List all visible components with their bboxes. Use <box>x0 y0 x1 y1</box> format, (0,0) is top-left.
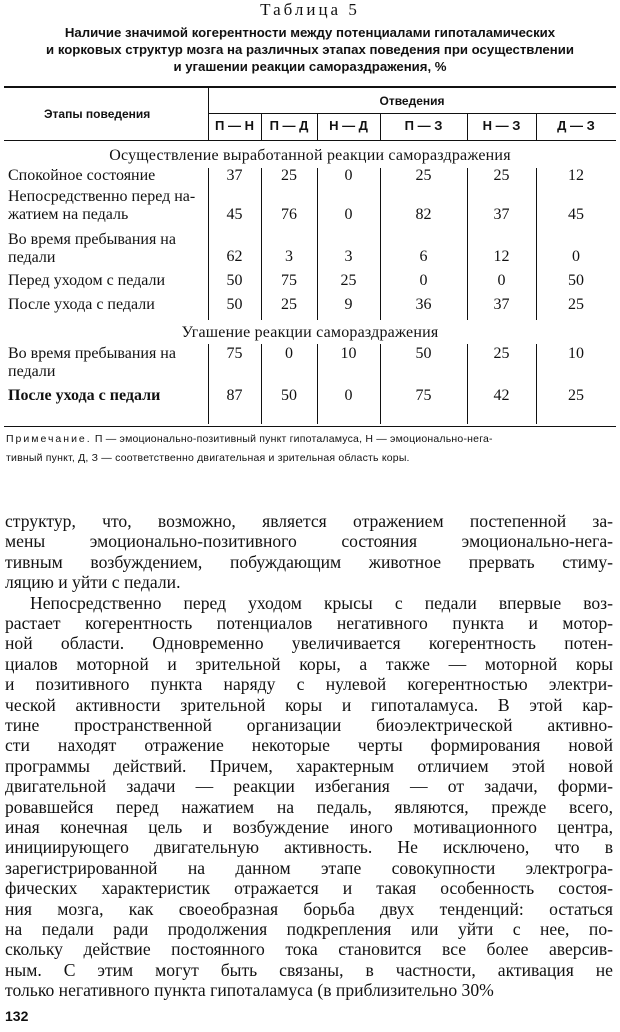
text-line: иная конечная цель и возбуждение иного мотивационного центра, <box>5 817 613 837</box>
table-cell: 0 <box>285 345 293 362</box>
text-line: фических характеристик отражается и такая особенность состоя- <box>5 878 613 899</box>
row-label: Спокойное состояние <box>8 167 156 184</box>
text-line: на педали ради продолжения подкрепления или уйти с нее, по- <box>5 919 613 939</box>
table-cell: 12 <box>568 167 584 184</box>
row-label: Перед уходом с педали <box>8 272 166 289</box>
group-header: Отведения <box>379 94 445 108</box>
row-label: Во время пребывания на <box>8 345 176 362</box>
table-cell: 36 <box>415 296 432 313</box>
table-cell: 25 <box>568 387 584 404</box>
text-line: двигательной задачи — реакции избегания — от задачи, форми- <box>5 776 613 797</box>
table-cell: 42 <box>493 387 510 404</box>
text-line: скольку действие постоянного тока становится все более аверсив- <box>5 939 613 960</box>
table-cell: 25 <box>281 167 297 184</box>
table-cell: 0 <box>497 272 506 289</box>
row-label: педали <box>8 363 56 380</box>
table-cell: 6 <box>419 248 428 265</box>
text-line: ным. С этим могут быть связаны, в частности, активация не <box>5 959 613 980</box>
table-cell: 3 <box>285 248 293 265</box>
table-cell: 25 <box>281 296 297 313</box>
text-line: мены эмоционально-позитивного состояния эмоционально-нега- <box>5 531 613 552</box>
table-cell: 25 <box>568 296 584 313</box>
table-top-rule <box>4 86 616 88</box>
table-cell: 37 <box>226 167 243 184</box>
text-line: ляцию и уйти с педали. <box>5 572 181 593</box>
table-cell: 82 <box>415 206 432 223</box>
row-label: После ухода с педали <box>8 296 155 313</box>
table-cell: 50 <box>415 345 432 362</box>
column-header: Н — Д <box>329 118 368 133</box>
table-note-line: тивный пункт, Д, З — соответственно двигательная и зрительная область коры. <box>6 452 410 464</box>
row-label: Непосредственно перед на- <box>8 188 196 205</box>
table-cell: 50 <box>281 387 297 404</box>
text-line: сти находят отражение некоторые черты формирования новой <box>5 735 613 756</box>
text-line: ческой активности зрительной коры и гипоталамуса. В этой кар- <box>5 694 613 715</box>
table-cell: 10 <box>568 345 584 362</box>
table-cell: 0 <box>344 167 353 184</box>
table-cell: 0 <box>572 248 580 265</box>
table-cell: 50 <box>226 272 243 289</box>
table-bottom-rule <box>4 426 616 427</box>
table-cell: 12 <box>493 248 510 265</box>
table-cell: 10 <box>340 345 357 362</box>
text-line: тивным возбуждением, побуждающим животное прервать стиму- <box>5 551 613 572</box>
text-line: ной области. Одновременно увеличивается когерентность потен- <box>5 633 613 654</box>
table-cell: 45 <box>568 206 584 223</box>
text-line: зарегистрированной на данном этапе совокупности электрогра- <box>5 857 613 878</box>
table-cell: 62 <box>226 248 243 265</box>
text-line: циалов моторной и зрительной коры, а также — моторной коры <box>5 653 613 674</box>
table-cell: 25 <box>340 272 357 289</box>
text-line: ния мозга, как своеобразная борьба двух тенденций: остаться <box>5 898 613 919</box>
column-header: П — З <box>404 118 443 133</box>
table-cell: 25 <box>415 167 432 184</box>
text-line: только негативного пункта гипоталамуса (в приблизительно 30% <box>5 980 494 1001</box>
table-cell: 75 <box>281 272 297 289</box>
column-header: Д — З <box>557 118 595 133</box>
text-line: и позитивного пункта наряду с нулевой когерентностью электри- <box>5 674 613 695</box>
text-line: ровавшейся перед нажатием на педаль, являются, прежде всего, <box>5 796 613 817</box>
text-line: инициирующего двигательную активность. Не исключено, что в <box>5 837 613 858</box>
section-title: Осуществление выработанной реакции самораздражения <box>109 147 511 164</box>
row-label: педали <box>8 249 56 266</box>
table-title-line: Наличие значимой когерентности между потенциалами гипоталамических <box>64 25 556 40</box>
table-title-line: и корковых структур мозга на различных этапах поведения при осуществлении <box>46 42 574 57</box>
table-cell: 37 <box>493 206 510 223</box>
text-line: растает когерентность потенциалов негативного пункта и мотор- <box>5 613 613 633</box>
table-cell: 0 <box>419 272 428 289</box>
row-label: Во время пребывания на <box>8 231 176 248</box>
table-cell: 50 <box>226 296 243 313</box>
row-label: жатием на педаль <box>8 206 129 223</box>
table-cell: 9 <box>344 296 353 313</box>
header-bottom-rule <box>4 140 616 141</box>
table-cell: 50 <box>568 272 584 289</box>
table-cell: 75 <box>226 345 243 362</box>
note-text: П — эмоционально-позитивный пункт гипоталамуса, Н — эмоционально-нега- <box>94 433 493 445</box>
text-line: тине пространственной организации биоэлектрической активно- <box>5 715 613 735</box>
table-cell: 87 <box>226 387 243 404</box>
table-cell: 0 <box>344 387 353 404</box>
text-line: Непосредственно перед уходом крысы с педали впервые воз- <box>30 592 613 613</box>
table-cell: 25 <box>493 167 510 184</box>
text-line: программы действий. Причем, характерным отличием этой новой <box>5 755 613 776</box>
table-note <box>6 430 616 448</box>
stub-header: Этапы поведения <box>44 107 151 121</box>
table-title-line: и угашении реакции самораздражения, % <box>173 59 447 74</box>
column-header: П — Д <box>269 118 309 133</box>
table-cell: 25 <box>493 345 510 362</box>
table-cell: 37 <box>493 296 510 313</box>
table-cell: 0 <box>344 206 353 223</box>
column-header: П — Н <box>215 118 254 133</box>
table-number: Таблица 5 <box>260 0 360 19</box>
table-cell: 45 <box>226 206 243 223</box>
group-header-rule <box>208 113 616 114</box>
table-cell: 3 <box>344 248 353 265</box>
section-title: Угашение реакции самораздражения <box>181 324 439 341</box>
table-cell: 75 <box>415 387 432 404</box>
column-header: Н — З <box>482 118 521 133</box>
text-line: структур, что, возможно, является отражением постепенной за- <box>5 511 613 531</box>
table-cell: 76 <box>281 206 297 223</box>
page-number: 132 <box>5 1008 29 1024</box>
row-label: После ухода с педали <box>8 387 161 404</box>
note-key: Примечание. <box>6 433 92 445</box>
